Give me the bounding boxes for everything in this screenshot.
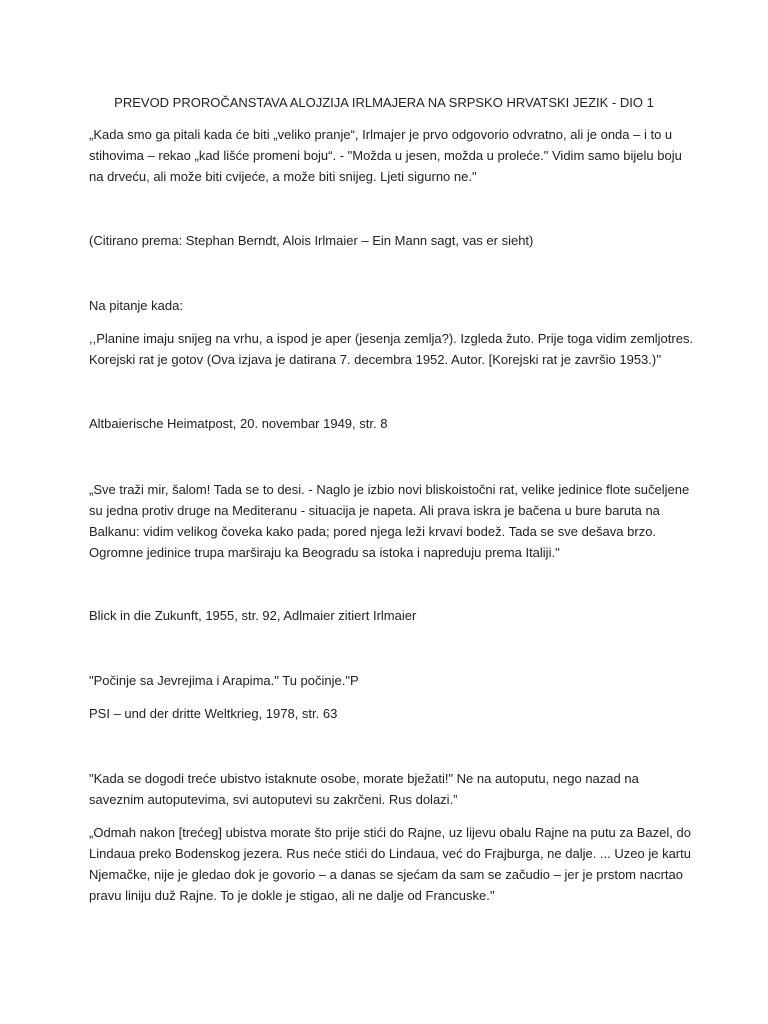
paragraph-line: „Kada smo ga pitali kada će biti „veliko pranje“, Irlmajer je prvo odgovorio odvratno, ali je onda – i to u xyxy=(89,127,673,142)
paragraph-line: ,,Planine imaju snijeg na vrhu, a ispod je aper (jesenja zemlja?). Izgleda žuto. Prije toga vidim zemljotres. xyxy=(89,331,694,346)
paragraph-line: Na pitanje kada: xyxy=(89,298,183,313)
paragraph-line: pravu liniju duž Rajne. To je dokle je stigao, ali ne dalje od Francuske.'' xyxy=(89,888,495,903)
paragraph-line: „Sve traži mir, šalom! Tada se to desi. - Naglo je izbio novi bliskoistočni rat, velike jedinice flote sučeljene xyxy=(89,482,690,497)
citation-line: PSI – und der dritte Weltkrieg, 1978, str. 63 xyxy=(89,706,338,721)
citation-line: (Citirano prema: Stephan Berndt, Alois Irlmaier – Ein Mann sagt, vas er sieht) xyxy=(89,233,534,248)
paragraph-line: „Odmah nakon [trećeg] ubistva morate što prije stići do Rajne, uz lijevu obalu Rajne na putu za Bazel, do xyxy=(89,825,691,840)
paragraph-line: stihovima – rekao „kad lišće promeni boju“. - "Možda u jesen, možda u proleće." Vidim samo bijelu boju xyxy=(89,148,682,163)
paragraph-line: Balkanu: vidim velikog čoveka kako pada; pored njega leži krvavi bodež. Tada se sve dešava brzo. xyxy=(89,524,657,539)
paragraph-line: "Počinje sa Jevrejima i Arapima." Tu počinje."P xyxy=(89,673,359,688)
paragraph-line: "Kada se dogodi treće ubistvo istaknute osobe, morate bježati!" Ne na autoputu, nego nazad na xyxy=(89,771,639,786)
paragraph-line: saveznim autoputevima, svi autoputevi su zakrčeni. Rus dolazi.” xyxy=(89,792,458,807)
paragraph-line: Ogromne jedinice trupa marširaju ka Beogradu sa istoka i napreduju prema Italiji." xyxy=(89,545,560,560)
paragraph-line: na drveću, ali može biti cvijeće, a može biti snijeg. Ljeti sigurno ne." xyxy=(89,169,477,184)
paragraph-line: Njemačke, nije je gledao dok je govorio – a danas se sjećam da sam se začudio – jer je prstom nacrtao xyxy=(89,867,683,882)
paragraph-line: Korejski rat je gotov (Ova izjava je datirana 7. decembra 1952. Autor. [Korejski rat je završio 1953.)'' xyxy=(89,352,662,367)
document-title: PREVOD PROROČANSTAVA ALOJZIJA IRLMAJERA NA SRPSKO HRVATSKI JEZIK - DIO 1 xyxy=(114,95,654,110)
paragraph-line: Lindaua preko Bodenskog jezera. Rus neće stići do Lindaua, već do Frajburga, ne dalje. ... Uzeo je kartu xyxy=(89,846,691,861)
citation-line: Blick in die Zukunft, 1955, str. 92, Adlmaier zitiert Irlmaier xyxy=(89,608,417,623)
citation-line: Altbaierische Heimatpost, 20. novembar 1949, str. 8 xyxy=(89,416,388,431)
paragraph-line: su jedna protiv druge na Mediteranu - situacija je napeta. Ali prava iskra je bačena u bure baruta na xyxy=(89,503,660,518)
